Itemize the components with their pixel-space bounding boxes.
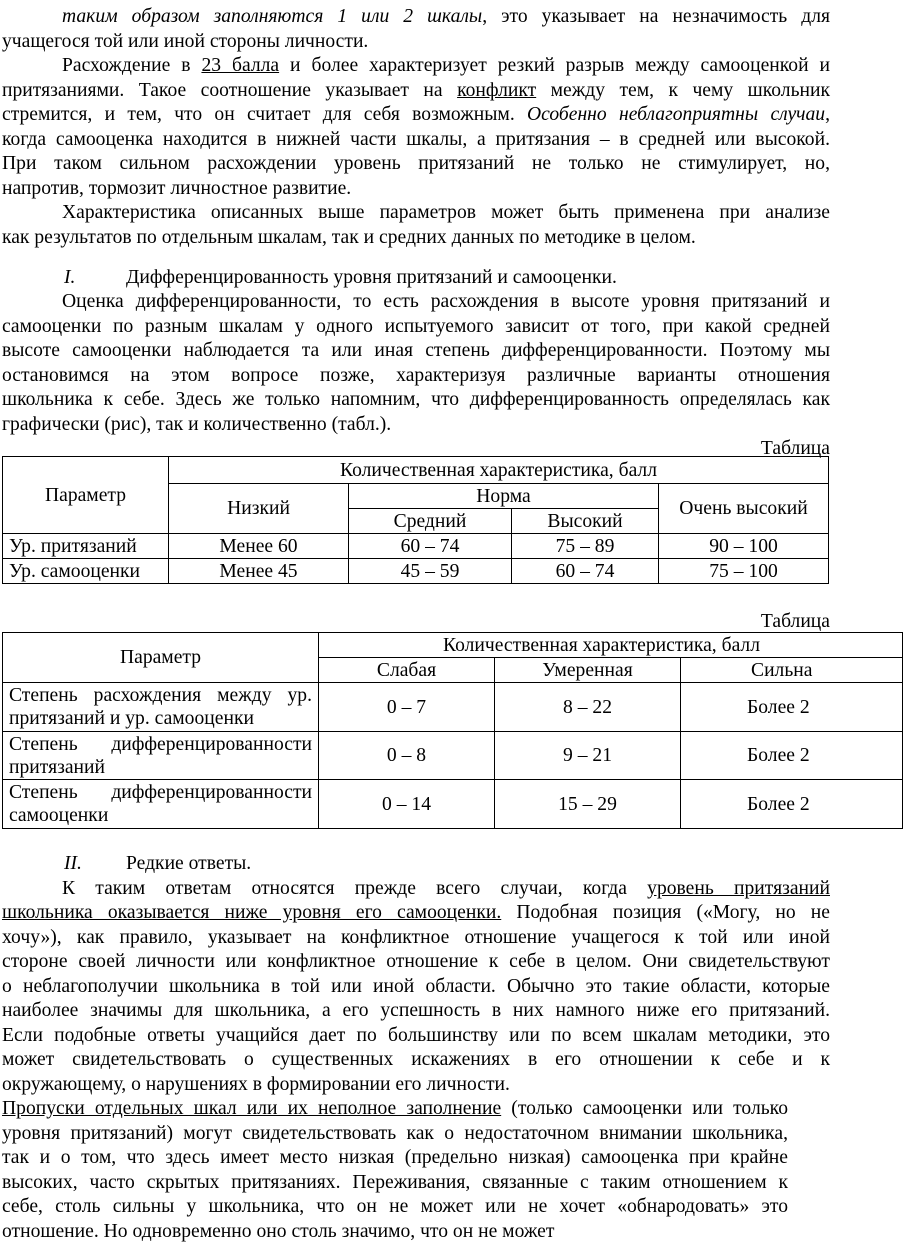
section-heading	[2, 851, 802, 877]
text-line: окружающему, о нарушениях в формировании его личности.	[2, 1074, 510, 1095]
table-cell: Более 2	[681, 732, 903, 780]
table-row	[3, 683, 903, 732]
text-line: остановимся на этом вопросе позже, характеризуя различные варианты отношения	[2, 365, 830, 386]
text-line: высоких, часто скрытых притязаниях. Переживания, связанные с таким отношением к	[2, 1172, 788, 1193]
underlined-text: школьника оказывается ниже уровня его самооценки.	[2, 902, 502, 923]
underlined-text: конфликт	[457, 80, 537, 101]
text-line: школьника к себе. Здесь же только напомним, что дифференцированность определялась как	[2, 389, 830, 410]
section-heading	[2, 265, 802, 291]
text-line: При таком сильном расхождении уровень притязаний не только не стимулирует, но,	[2, 153, 830, 174]
table-header-low: Низкий	[169, 484, 349, 534]
table-header-param: Параметр	[3, 457, 169, 534]
table-cell-param: Степень дифференцированности самооценки	[3, 780, 319, 829]
table-cell-param: Степень расхождения между ур. притязаний и ур. самооценки	[3, 683, 319, 732]
text-line: о неблагополучии школьника в той или иной области. Обычно это такие области, которые	[2, 976, 830, 997]
table-cell: 90 – 100	[659, 534, 829, 559]
text-line: стремится, и тем, что он считает для себя возможным. Особенно неблагоприятны случаи,	[2, 104, 830, 125]
text-line: когда самооценка находится в нижней части шкалы, а притязания – в средней или высокой.	[2, 129, 830, 150]
text-line: Пропуски отдельных шкал или их неполное заполнение (только самооценки или только	[2, 1098, 788, 1119]
underlined-text: 23 балла	[201, 55, 280, 76]
text-line: стороне своей личности или конфликтное отношение к себе в целом. Они свидетельствуют	[2, 951, 830, 972]
text-line: уровня притязаний) могут свидетельствовать как о недостаточном внимании школьника,	[2, 1123, 788, 1144]
section-number: II.	[64, 853, 82, 874]
table-cell: 60 – 74	[512, 559, 659, 584]
table-cell: 75 – 89	[512, 534, 659, 559]
table-cell: 0 – 14	[319, 780, 495, 829]
italic-text: Особенно неблагоприятны случаи	[527, 104, 826, 125]
table-header-strong: Сильна	[681, 658, 903, 683]
table-header-group: Количественная характеристика, балл	[319, 633, 903, 658]
text-line: как результатов по отдельным шкалам, так и средних данных по методике в целом.	[2, 227, 696, 248]
text-line: хочу»), как правило, указывает на конфликтное отношение учащегося к той или иной	[2, 927, 830, 948]
table-cell: Более 2	[681, 683, 903, 732]
table-1	[2, 456, 829, 584]
table-cell-param: Ур. притязаний	[3, 534, 169, 559]
table-cell: 9 – 21	[495, 732, 681, 780]
table-caption: Таблица	[760, 611, 830, 632]
table-cell: 0 – 7	[319, 683, 495, 732]
table-cell: Менее 60	[169, 534, 349, 559]
table-row	[3, 780, 903, 829]
text-line: может свидетельствовать о существенных искажениях в его отношении к себе и к	[2, 1049, 830, 1070]
table-header-veryhigh: Очень высокий	[659, 484, 829, 534]
table-cell: 75 – 100	[659, 559, 829, 584]
text-line: Оценка дифференцированности, то есть расхождения в высоте уровня притязаний и	[62, 291, 830, 312]
table-header-moderate: Умеренная	[495, 658, 681, 683]
table-cell: 0 – 8	[319, 732, 495, 780]
text-line: притязаниями. Такое соотношение указывает на конфликт между тем, к чему школьник	[2, 80, 830, 101]
table-header-mid: Средний	[349, 509, 512, 534]
table-header-norm: Норма	[349, 484, 659, 509]
text-line: отношение. Но одновременно оно столь значимо, что он не может	[2, 1221, 555, 1242]
text-line: так и о том, что здесь имеет место низкая (предельно низкая) самооценка при крайне	[2, 1147, 788, 1168]
text-line: школьника оказывается ниже уровня его самооценки. Подобная позиция («Могу, но не	[2, 902, 830, 923]
underlined-text: Пропуски отдельных шкал или их неполное заполнение	[2, 1098, 502, 1119]
text-line: К таким ответам относятся прежде всего случаи, когда уровень притязаний	[62, 878, 830, 899]
text-line: Расхождение в 23 балла и более характеризует резкий разрыв между самооценкой и	[62, 55, 830, 76]
text-line: высоте самооценки наблюдается та или иная степень дифференцированности. Поэтому мы	[2, 340, 830, 361]
text-line: графически (рис), так и количественно (табл.).	[2, 414, 392, 435]
text-line: самооценки по разным шкалам у одного испытуемого зависит от того, при какой средней	[2, 316, 830, 337]
table-cell: 8 – 22	[495, 683, 681, 732]
table-row	[3, 732, 903, 780]
text-line: напротив, тормозит личностное развитие.	[2, 178, 352, 199]
table-cell: 15 – 29	[495, 780, 681, 829]
table-cell: 60 – 74	[349, 534, 512, 559]
table-header-group: Количественная характеристика, балл	[169, 457, 829, 484]
underlined-text: уровень притязаний	[647, 878, 830, 899]
table-row	[3, 534, 829, 559]
text-line: таким образом заполняются 1 или 2 шкалы, это указывает на незначимость для	[62, 6, 830, 27]
section-number: I.	[64, 267, 76, 288]
text-line: наиболее значимы для школьника, а его успешность в них намного ниже его притязаний.	[2, 1000, 830, 1021]
table-cell-param: Ур. самооценки	[3, 559, 169, 584]
table-header-high: Высокий	[512, 509, 659, 534]
section-title: Редкие ответы.	[126, 853, 252, 874]
table-cell-param: Степень дифференцированности притязаний	[3, 732, 319, 780]
table-caption: Таблица	[760, 438, 830, 459]
table-header-weak: Слабая	[319, 658, 495, 683]
table-cell: 45 – 59	[349, 559, 512, 584]
text-line: Характеристика описанных выше параметров может быть применена при анализе	[62, 202, 830, 223]
section-title: Дифференцированность уровня притязаний и самооценки.	[126, 267, 617, 288]
table-header-param: Параметр	[3, 633, 319, 683]
table-2	[2, 632, 903, 829]
italic-text: таким образом заполняются 1 или 2 шкалы	[62, 6, 483, 27]
table-cell: Более 2	[681, 780, 903, 829]
table-row	[3, 559, 829, 584]
text-line: себе, столь сильны у школьника, что он не может или не хочет «обнародовать» это	[2, 1196, 788, 1217]
text-line: учащегося той или иной стороны личности.	[2, 31, 369, 52]
table-cell: Менее 45	[169, 559, 349, 584]
text-line: Если подобные ответы учащийся дает по большинству или по всем шкалам методики, это	[2, 1025, 830, 1046]
